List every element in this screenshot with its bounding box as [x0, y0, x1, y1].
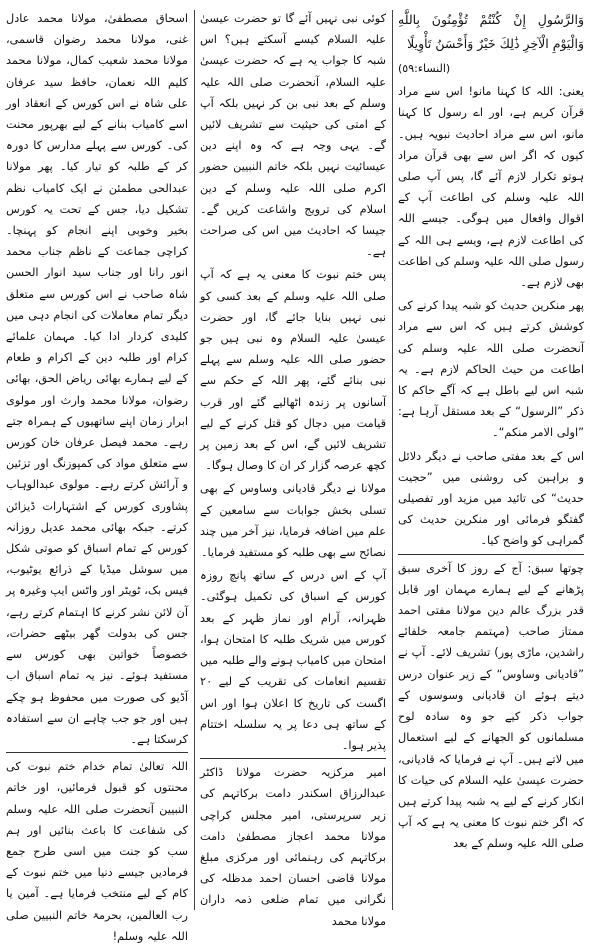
paragraph: چوتھا سبق: آج کے روز کا آخری سبق پڑھانے کے لیے ہمارے مہمان اور قابل قدر بزرگ عالم دین مولانا مفتی احمد ممتاز صاحب (مہتمم جامعہ خلفائے راشدین، ماڑی پور) تشریف لائے۔ آپ نے ”قادیانی وساوس“ کے زیر عنوان درس دیتے ہوئے ان قادیانی وسوسوں کے جواب ذکر کیے جو وہ سادہ لوح مسلمانوں کو الجھانے کے لیے استعمال میں لاتے ہیں۔ آپ نے فرمایا کہ قادیانی، حضرت عیسیٰ علیہ السلام کی حیات کا انکار کرنے کے لیے یہ شبہ پیدا کرتے ہیں کہ اگر ختم نبوت کا معنی یہ ہے کہ آپ صلی اللہ علیہ وسلم کے بعد — [398, 561, 584, 851]
middle-column — [200, 8, 386, 928]
column-divider — [392, 10, 393, 910]
section-divider — [200, 758, 386, 759]
paragraph: اس کے بعد مفتی صاحب نے دیگر دلائل و براہین کی روشنی میں ”حجیت حدیث“ کی تائید میں مزید اور تفصیلی گفتگو فرمائی اور منکرین حدیث کی گمراہی کو واضح کیا۔ — [398, 449, 584, 548]
paragraph: آپ کے اس درس کے ساتھ پانچ روزہ کورس کے اسباق کی تکمیل ہوگئی۔ ظہرانہ، آرام اور نماز ظہر کے بعد کورس میں شریک طلبہ کا امتحان ہوا، امتحان میں کامیاب ہونے والے طلبہ میں تقسیم انعامات کی تقریب کے لیے ۲۰ اگست کی تاریخ کا اعلان ہوا اور اس کے ساتھ ہی دعا پر یہ سلسلہ اختتام پذیر ہوا۔ — [200, 569, 386, 752]
section-divider — [398, 554, 584, 555]
paragraph: اسحاق مصطفیٰ، مولانا محمد عادل غنی، مولانا محمد رضوان قاسمی، مولانا محمد شعیب کمال، مولانا محمد کلیم اللہ نعمان، حافظ سید عرفان علی شاہ نے اس کورس کے انعقاد اور اسے کامیاب بنانے کے لیے بھرپور محنت کی۔ کورس سے پہلے مدارس کا دورہ کر کے طلبہ کو تیار کیا۔ پھر مولانا عبدالحی مطمئن نے ایک کامیاب نظم تشکیل دیا، جس کے تحت یہ کورس بخیر وخوبی اپنے انجام کو پہنچا۔ کراچی جماعت کے ناظم جناب محمد انور رانا اور جناب سید انوار الحسن شاہ صاحب نے اس کورس سے متعلق دیگر تمام معاملات کی انجام دہی میں کلیدی کردار ادا کیا۔ مہمان علمائے کرام اور طلبہ دین کے اکرام و طعام کے لیے ہمارے بھائی ریاض الحق، بھائی رضوان، مولانا محمد وارث اور مولوی ابرار زمان اپنے ساتھیوں کے ہمراہ جتے رہے۔ محمد فیصل عرفان خان کورس سے متعلق مواد کی کمپوزنگ اور تزئین و آرائش کرتے رہے۔ مولوی عبدالوہاب پشاوری کورس کے اشتہارات ڈیزائن کرتے۔ جبکہ بھائی محمد عدیل روزانہ کورس کے تمام اسباق کو صوتی شکل میں سوشل میڈیا کے ذرائع یوٹیوب، فیس بک، ٹویٹر اور واٹس ایپ وغیرہ پر آن لائن نشر کرنے کا اہتمام کرتے رہے، جس کی بدولت گھر بیٹھے حضرات، خصوصاً خواتین بھی کورس سے مستفید ہوئے۔ نیز یہ تمام اسباق اب آڈیو کی صورت میں محفوظ ہو چکے ہیں اور جو جب چاہے ان سے استفادہ کرسکتا ہے۔ — [6, 12, 188, 746]
paragraph: اللہ تعالیٰ تمام خدام ختم نبوت کی محنتوں کو قبول فرمائیں، اور خاتم النبیین آنحضرت صلی اللہ علیہ وسلم کی شفاعت کا باعث بنائیں اور ہم سب کو جنت میں اسی طرح جمع فرمادیں جیسے دنیا میں ختم نبوت کے کام کے لیے منتخب فرمایا ہے۔ آمین یا رب العالمین، بحرمۃ خاتم النبیین صلی اللہ علیہ وسلم! — [6, 760, 188, 943]
column-divider — [194, 10, 195, 910]
verse-reference: (النساء:٥٩) — [398, 62, 451, 75]
paragraph: پھر منکرین حدیث کو شبہ پیدا کرنے کی کوشش کرتے ہیں کہ اس سے مراد آنحضرت صلی اللہ علیہ وسلم کی اطاعت من حیث الحاکم لازم ہے۔ یہ شبہ اس لیے باطل ہے کہ آگے حاکم کا ذکر ”الرسول“ کے بعد مستقل آرہا ہے: ”اولی الامر منکم“۔ — [398, 299, 584, 440]
paragraph: یعنی: اللہ کا کہنا مانو! اس سے مراد قرآن کریم ہے، اور اے رسول کا کہنا مانو، اس سے مراد احادیث نبویہ ہیں۔ کیوں کہ اگر اس سے بھی قرآن مراد ہوتو تکرار لازم آئے گا، پس آپ صلی اللہ علیہ وسلم کی اطاعت آپ کے اقوال وافعال میں ہوگی۔ جیسے اللہ کی اطاعت لازم ہے، ویسے ہی اللہ کے رسول صلی اللہ علیہ وسلم کی اطاعت بھی لازم ہے۔ — [398, 85, 584, 290]
section-divider — [6, 752, 188, 753]
quran-verse: وَالرَّسُولِ إِنْ كُنْتُمْ تُؤْمِنُونَ بِاللَّهِ وَالْيَوْمِ الْآخِرِ ذَٰلِكَ خَيْرٌ وَأَحْسَنُ تَأْوِيلًا — [398, 12, 584, 51]
paragraph: کوئی نبی نہیں آئے گا تو حضرت عیسیٰ علیہ السلام کیسے آسکتے ہیں؟ اس شبہ کا جواب یہ ہے کہ حضرت عیسیٰ علیہ السلام، آنحضرت صلی اللہ علیہ وسلم کے بعد نبی بن کر نہیں بلکہ آپ کے امتی کی حیثیت سے تشریف لائیں گے۔ یہی وجہ ہے کہ وہ اپنے دین عیسائیت نہیں بلکہ خاتم النبیین حضور اکرم صلی اللہ علیہ وسلم کے دین اسلام کی ترویج واشاعت کریں گے۔ جیسا کہ احادیث میں اس کی صراحت ہے۔ — [200, 12, 386, 259]
paragraph: امیر مرکزیہ حضرت مولانا ڈاکٹر عبدالرزاق اسکندر دامت برکاتہم کی زیر سرپرستی، امیر مجلس کراچی مولانا محمد اعجاز مصطفیٰ دامت برکاتہم کی رہنمائی اور مرکزی مبلغ مولانا قاضی احسان احمد مدظلہ کی نگرانی میں تمام ضلعی ذمہ داران مولانا محمد — [200, 766, 386, 928]
paragraph: مولانا نے دیگر قادیانی وساوس کے بھی تسلی بخش جوابات سے سامعین کے علم میں اضافہ فرمایا، نیز آخر میں چند نصائح سے بھی طلبہ کو مستفید فرمایا۔ — [200, 482, 386, 560]
left-column — [6, 8, 188, 943]
paragraph: پس ختم نبوت کا معنی یہ ہے کہ آپ صلی اللہ علیہ وسلم کے بعد کسی کو نبی نہیں بنایا جائے گا، اور حضرت عیسیٰ علیہ السلام وہ نبی ہیں جو حضور صلی اللہ علیہ وسلم سے پہلے نبی بنائے گئے، پھر اللہ کے حکم سے آسانوں پر زندہ اٹھالیے گئے اور قرب قیامت میں دجال کو قتل کرنے کے لیے تشریف لائیں گے، اس کے بعد زمین پر کچھ عرصہ گزار کر ان کا وصال ہوگا۔ — [200, 268, 386, 473]
right-column — [398, 8, 584, 912]
